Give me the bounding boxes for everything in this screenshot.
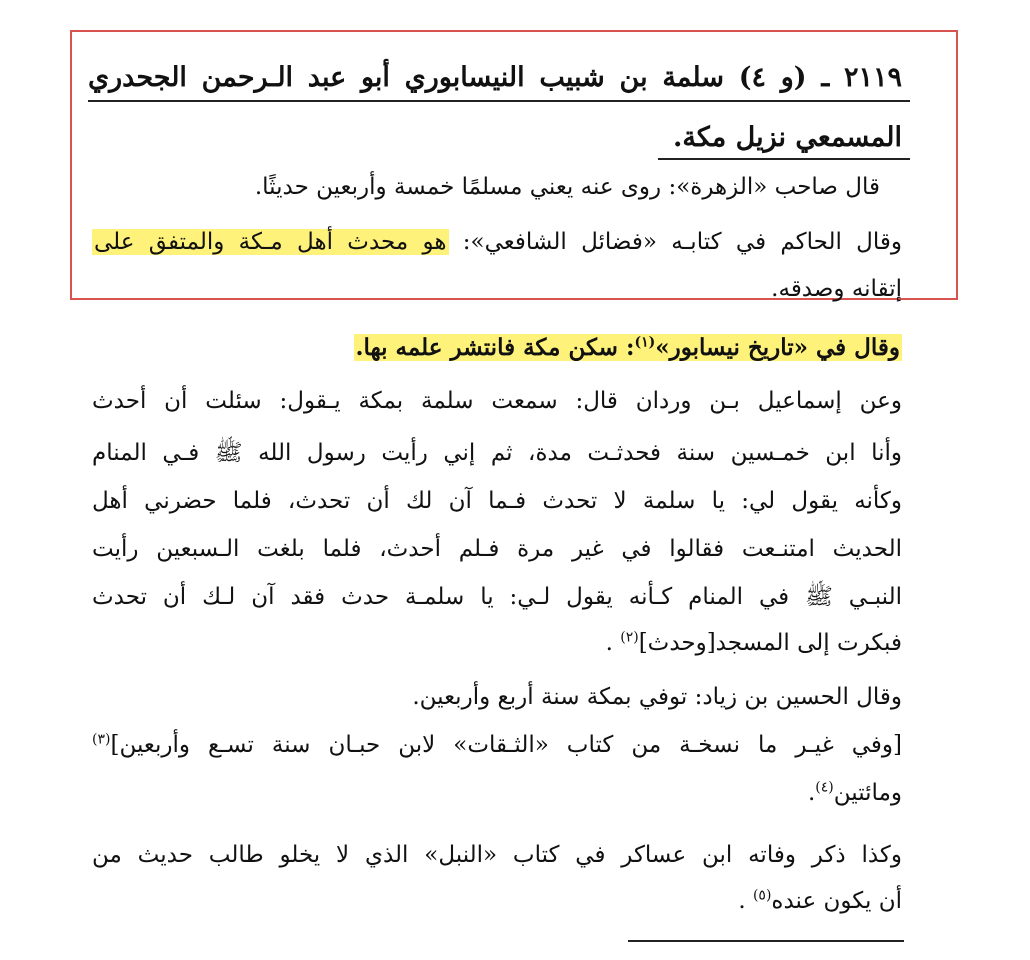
footnote-ref-4: (٤)	[815, 779, 834, 796]
highlighted-phrase-1: هو محدث أهل مـكة والمتفق على	[94, 229, 447, 255]
text-line-12-part-a: [وفي غيـر ما نسخـة من كتاب «الثـقات» لابن حبـان سنة تسـع وأربعين]	[110, 732, 902, 758]
text-line-5: وعن إسماعيل بـن وردان قال: سمعت سلمة بمكة يـقول: سئلت أن أحدث	[92, 388, 902, 414]
text-line-15-part-a: أن يكون عنده	[771, 888, 902, 914]
entry-title-line1: ٢١١٩ ـ (و ٤) سلمة بن شبيب النيسابوري أبو عبد الـرحمن الجحدري	[88, 62, 902, 93]
text-line-2	[92, 225, 902, 259]
text-line-10-part-a: فبكرت إلى المسجد[وحدث]	[638, 630, 902, 656]
text-line-13-part-b: .	[807, 780, 816, 806]
text-line-7: وكأنه يقول لي: يا سلمة لا تحدث فـما آن لك أن تحدث، فلما حضرني أهل	[92, 488, 902, 514]
footnote-ref-5: (٥)	[752, 887, 772, 904]
footnote-separator	[628, 940, 904, 942]
text-line-15-part-b: .	[738, 888, 753, 914]
title-underline-2	[658, 158, 910, 160]
text-line-13	[808, 776, 902, 810]
text-line-3: إتقانه وصدقه.	[771, 276, 902, 302]
text-line-10	[606, 626, 902, 660]
footnote-ref-1: (١)	[634, 334, 656, 351]
title-underline-1	[88, 100, 910, 102]
text-line-12	[92, 728, 902, 762]
text-line-1: قال صاحب «الزهرة»: روى عنه يعني مسلمًا خمسة وأربعين حديثًا.	[254, 174, 880, 200]
text-line-2-part-a: وقال الحاكم في كتابـه «فضائل الشافعي»:	[448, 229, 902, 255]
highlighted-phrase-2	[354, 334, 902, 361]
text-line-6: وأنا ابن خمـسين سنة فحدثـت مدة، ثم إني رأيت رسول الله ﷺ فـي المنام	[92, 440, 902, 466]
footnote-ref-3: (٣)	[92, 731, 111, 748]
text-line-14: وكذا ذكر وفاته ابن عساكر في كتاب «النبل» الذي لا يخلو طالب حديث من	[92, 842, 902, 868]
text-line-4	[354, 331, 902, 365]
footnote-ref-2: (٢)	[620, 629, 639, 646]
text-line-15	[738, 884, 902, 918]
text-line-13-part-a: ومائتين	[833, 780, 902, 806]
text-line-4-part-a: وقال في «تاريخ نيسابور»	[655, 334, 900, 361]
text-line-8: الحديث امتنـعت فقالوا في غير مرة فـلم أحدث، فلما بلغت الـسبعين رأيت	[92, 536, 902, 562]
entry-title-line2: المسمعي نزيل مكة.	[673, 122, 902, 153]
text-line-11: وقال الحسين بن زياد: توفي بمكة سنة أربع وأربعين.	[412, 684, 902, 710]
text-line-10-part-b: .	[605, 630, 621, 656]
text-line-4-part-b: : سكن مكة فانتشر علمه بها.	[355, 334, 635, 361]
text-line-9: النبـي ﷺ في المنام كـأنه يقول لـي: يا سلمـة حدث فقد آن لـك أن تحدث	[92, 584, 902, 610]
